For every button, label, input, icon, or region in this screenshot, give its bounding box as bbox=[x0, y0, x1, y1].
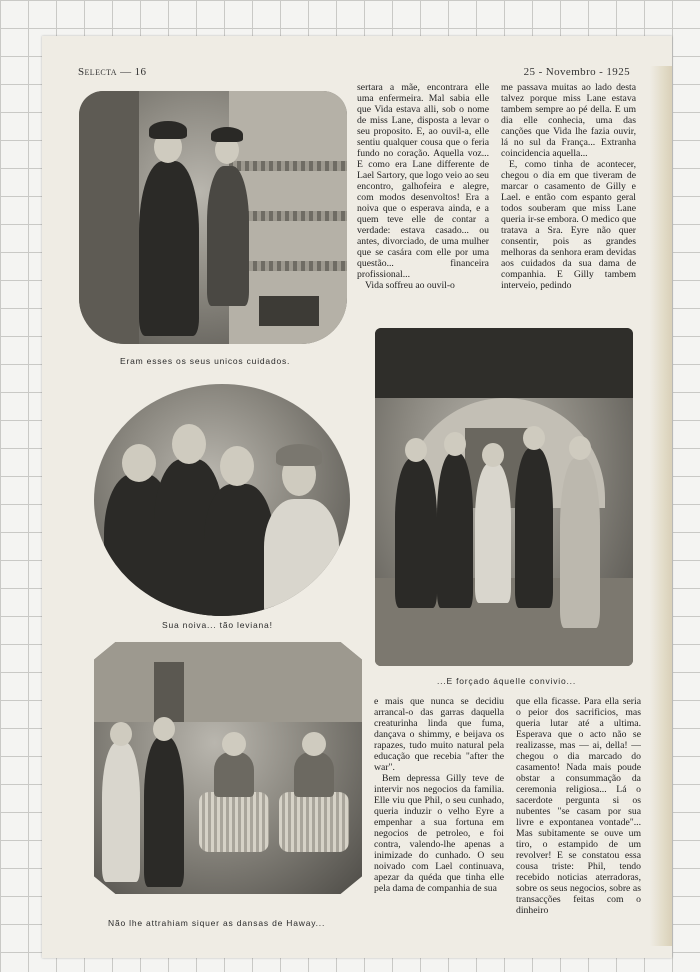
text-column-top-left bbox=[357, 82, 489, 318]
photo-dance-scene bbox=[94, 642, 362, 894]
text-column-bottom-right bbox=[516, 696, 641, 952]
magazine-page bbox=[42, 36, 672, 958]
photo-steps-scene bbox=[79, 91, 347, 344]
text-column-bottom-left bbox=[374, 696, 504, 952]
photo-oval-group bbox=[94, 384, 350, 616]
paragraph: que ella ficasse. Para ella seria o peior dos sacrificios, mas queria lutar até a ultima. Esperava que o acto não se realizasse, mas — ai, della! — chegou o dia marcado do casamento! Nada mais poude obstar a consummação da ceremonia religiosa... Lá o sacerdote pergunta si os nubentes "se casam por sua livre e expontanea vontade"... Mas subitamente se ouve um tiro, o estampido de um revolver! E se constatou essa cousa triste: Phil, tendo recebido noticias aterradoras, sobre os seus negocios, sobre as transacções feitas com o dinheiro bbox=[516, 696, 641, 916]
header-page-label: Selecta — 16 bbox=[78, 66, 147, 78]
photo-ballroom-scene bbox=[375, 328, 633, 666]
paragraph: E, como tinha de acontecer, chegou o dia em que tiveram de marcar o casamento de Gilly e Lael. e então com espanto geral todos souberam que miss Lane queria ir-se embora. O medico que tratava a Sra. Eyre não quer consentir, pois as grandes melhoras da senhora eram devidas aos cuidados da sua dama de companhia. E Gilly tambem interveio, pedindo bbox=[501, 159, 636, 291]
paragraph: Bem depressa Gilly teve de intervir nos negocios da familia. Elle viu que Phil, o seu cunhado, queria induzir o velho Eyre a empenhar a sua fortuna em negocios de petroleo, e foi contra, valendo-lhe apenas a inimizade do cunhado. O seu noivado com Lael continuava, apezar da quéda que tinha elle pela dama de companhia de sua bbox=[374, 773, 504, 894]
page-edge bbox=[650, 66, 672, 946]
paragraph: Vida soffreu ao ouvil-o bbox=[365, 280, 455, 291]
paragraph: me passava muitas ao lado desta talvez porque miss Lane estava tambem sempre ao pé della. E um dia elle conhecia, uma das canções que Vida lhe fazia ouvir, lá no sul da França... Extranha coincidencia aquella... bbox=[501, 82, 636, 159]
caption-photo-3: ...E forçado áquelle convivio... bbox=[437, 676, 576, 686]
text-column-top-right bbox=[501, 82, 636, 318]
caption-photo-2: Sua noiva... tão leviana! bbox=[162, 620, 273, 630]
paragraph: e mais que nunca se decidiu arrancal-o das garras daquella creaturinha linda que fuma, dançava o shimmy, e beijava os rapazes, tudo muito natural pela educação que recebia "after the war". bbox=[374, 696, 504, 773]
paragraph: sertara a mãe, encontrara elle uma enfermeira. Mal sabia elle que Vida estava alli, sob o nome de miss Lane, disposta a levar o seu proposito. E, ao ouvil-a, elle sentiu qualquer cousa que o feria fundo no coração. Aquella voz... E como era Lane differente de Lael Sartory, que logo veio ao seu encontro, galhofeira e alegre, com modos desenvoltos! Era a noiva que o esperava ainda, e a quem teve elle de contar a verdade: estava casado... ou antes, divorciado, de uma mulher que se casára com elle por uma questão... financeira profissional... bbox=[357, 82, 489, 280]
header-date: 25 - Novembro - 1925 bbox=[523, 66, 630, 78]
caption-photo-1: Eram esses os seus unicos cuidados. bbox=[120, 356, 291, 366]
caption-photo-4: Não lhe attrahiam siquer as dansas de Haway... bbox=[108, 918, 326, 928]
